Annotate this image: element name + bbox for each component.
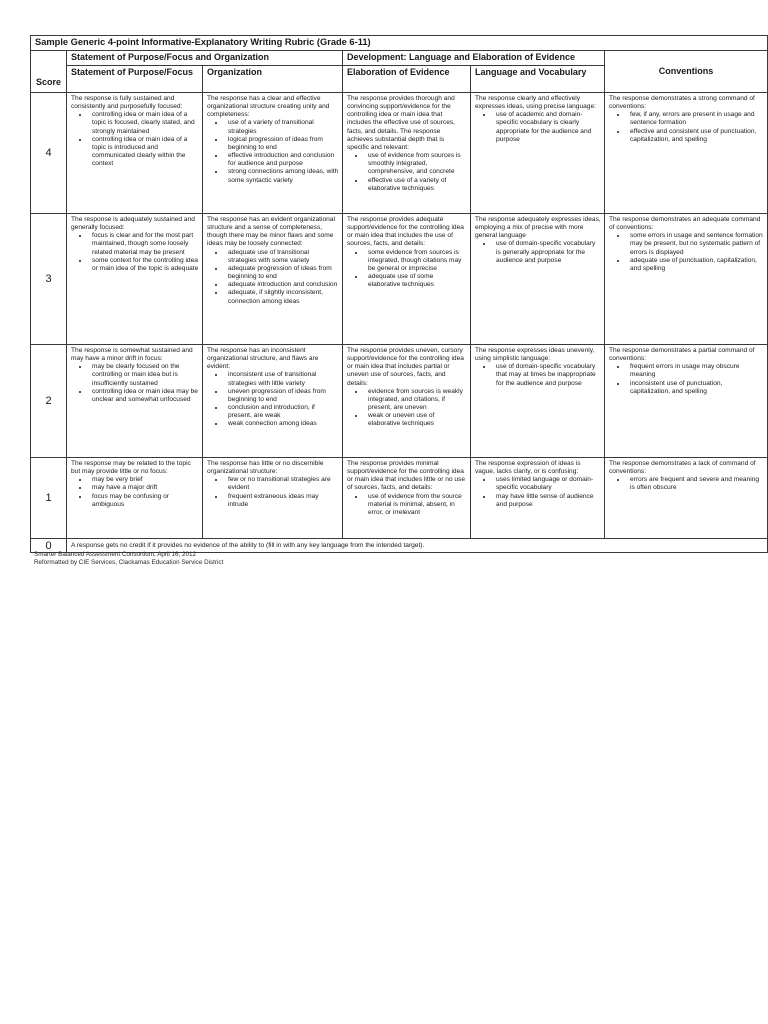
purpose-criteria-cell [67,214,203,345]
score-value: 3 [31,214,67,345]
purpose-column-header: Statement of Purpose/Focus [67,66,203,93]
criteria-bullet: • uneven progression of ideas from beginning to end [225,388,339,404]
criteria-bullet: • strong connections among ideas, with some syntactic variety [225,168,339,184]
criteria-bullet: • controlling idea or main idea of a topic is introduced and communicated clearly within the context [89,136,199,169]
conventions-column-header: Conventions [605,51,768,93]
elaboration-criteria-list [347,388,467,429]
document-title: Sample Generic 4-point Informative-Explanatory Writing Rubric (Grade 6-11) [31,36,768,51]
elaboration-criteria-list [347,249,467,290]
purpose-criteria-intro: The response is adequately sustained and generally focused: [71,216,195,232]
criteria-bullet: • use of domain-specific vocabulary is generally appropriate for the audience and purpose [493,240,601,264]
criteria-bullet: • effective use of a variety of elaborative techniques [365,177,467,193]
language-criteria-intro: The response adequately expresses ideas, employing a mix of precise with more general language [475,216,601,240]
criteria-bullet: • conclusion and introduction, if present, are weak [225,404,339,420]
organization-criteria-intro: The response has an inconsistent organizational structure, and flaws are evident: [207,347,319,371]
criteria-bullet: • may be very brief [89,476,199,484]
organization-criteria-intro: The response has a clear and effective organizational structure creating unity and completeness: [207,95,330,119]
title-row [31,36,768,51]
conventions-criteria-list [609,111,764,144]
rubric-table [30,35,768,553]
criteria-bullet: • effective introduction and conclusion for audience and purpose [225,152,339,168]
criteria-bullet: • use of a variety of transitional strategies [225,119,339,135]
organization-criteria-cell [203,214,343,345]
evidence-language-group-header: Development: Language and Elaboration of Evidence [343,51,605,66]
criteria-bullet: • some context for the controlling idea or main idea of the topic is adequate [89,257,199,273]
criteria-bullet: • may have little sense of audience and purpose [493,493,601,509]
conventions-criteria-intro: The response demonstrates an adequate command of conventions: [609,216,761,232]
criteria-bullet: • inconsistent use of punctuation, capitalization, and spelling [627,380,764,396]
elaboration-criteria-intro: The response provides thorough and convincing support/evidence for the controlling idea or main idea that includes the effective use of sources, facts, and details. The response achieves substantial depth that is specific and relevant: [347,95,456,151]
organization-criteria-intro: The response has an evident organizational structure and a sense of completeness, though there may be minor flaws and some ideas may be loosely connected: [207,216,335,248]
criteria-bullet: • adequate introduction and conclusion [225,281,339,289]
elaboration-criteria-intro: The response provides minimal support/evidence for the controlling idea or main idea that includes little or no use of sources, facts, and details: [347,460,466,492]
purpose-criteria-cell [67,458,203,539]
score-row [31,214,768,345]
purpose-criteria-intro: The response is somewhat sustained and may have a minor drift in focus: [71,347,193,363]
language-criteria-cell [471,458,605,539]
elaboration-criteria-cell [343,345,471,458]
criteria-bullet: • use of domain-specific vocabulary that may at times be inappropriate for the audience and purpose [493,363,601,387]
criteria-bullet: • adequate, if slightly inconsistent, connection among ideas [225,289,339,305]
score-row [31,93,768,214]
criteria-bullet: • focus is clear and for the most part maintained, though some loosely related material may be present [89,232,199,256]
language-criteria-intro: The response clearly and effectively expresses ideas, using precise language: [475,95,596,111]
conventions-criteria-intro: The response demonstrates a lack of command of conventions: [609,460,756,476]
criteria-bullet: • inconsistent use of transitional strategies with little variety [225,371,339,387]
conventions-criteria-cell [605,214,768,345]
criteria-bullet: • controlling idea or main idea of a topic is focused, clearly stated, and strongly maintained [89,111,199,135]
purpose-criteria-cell [67,345,203,458]
criteria-bullet: • few or no transitional strategies are evident [225,476,339,492]
purpose-criteria-intro: The response may be related to the topic but may provide little or no focus: [71,460,191,476]
elaboration-criteria-cell [343,458,471,539]
conventions-criteria-list [609,476,764,492]
criteria-bullet: • frequent extraneous ideas may intrude [225,493,339,509]
footnotes [34,551,223,566]
elaboration-criteria-intro: The response provides adequate support/evidence for the controlling idea or main idea that includes the use of sources, facts, and details: [347,216,464,248]
organization-criteria-list [207,476,339,509]
purpose-criteria-list [71,363,199,404]
elaboration-criteria-list [347,493,467,517]
organization-criteria-list [207,371,339,428]
zero-score-description: A response gets no credit if it provides no evidence of the ability to (fill in with any key language from the intended target). [67,539,768,553]
language-criteria-cell [471,345,605,458]
organization-criteria-cell [203,93,343,214]
criteria-bullet: • adequate progression of ideas from beginning to end [225,265,339,281]
score-row [31,458,768,539]
conventions-criteria-intro: The response demonstrates a strong command of conventions: [609,95,755,111]
criteria-bullet: • some evidence from sources is integrated, though citations may be general or imprecise [365,249,467,273]
organization-criteria-list [207,249,339,306]
language-criteria-list [475,476,601,509]
criteria-bullet: • weak connection among ideas [225,420,339,428]
elaboration-column-header: Elaboration of Evidence [343,66,471,93]
language-criteria-list [475,363,601,387]
criteria-bullet: • focus may be confusing or ambiguous [89,493,199,509]
purpose-organization-group-header: Statement of Purpose/Focus and Organization [67,51,343,66]
criteria-bullet: • errors are frequent and severe and meaning is often obscure [627,476,764,492]
criteria-bullet: • adequate use of some elaborative techniques [365,273,467,289]
organization-criteria-cell [203,345,343,458]
criteria-bullet: • adequate use of punctuation, capitalization, and spelling [627,257,764,273]
criteria-bullet: • may be clearly focused on the controlling or main idea but is insufficiently sustained [89,363,199,387]
criteria-bullet: • controlling idea or main idea may be unclear and somewhat unfocused [89,388,199,404]
purpose-criteria-list [71,476,199,509]
elaboration-criteria-intro: The response provides uneven, cursory support/evidence for the controlling idea or main idea that includes partial or uneven use of sources, facts, and details: [347,347,464,387]
criteria-bullet: • adequate use of transitional strategies with some variety [225,249,339,265]
criteria-bullet: • evidence from sources is weakly integrated, and citations, if present, are uneven [365,388,467,412]
reformat-note: Reformatted by CIE Services, Clackamas Education Service District [34,558,224,566]
conventions-criteria-list [609,363,764,396]
criteria-bullet: • may have a major drift [89,484,199,492]
score-value: 1 [31,458,67,539]
score-column-header: Score [31,51,67,93]
conventions-criteria-list [609,232,764,273]
zero-score-value: 0 [31,539,67,553]
criteria-bullet: • logical progression of ideas from beginning to end [225,136,339,152]
purpose-criteria-list [71,111,199,168]
score-value: 4 [31,93,67,214]
language-criteria-list [475,111,601,144]
criteria-bullet: • frequent errors in usage may obscure meaning [627,363,764,379]
conventions-criteria-cell [605,345,768,458]
language-criteria-intro: The response expresses ideas unevenly, using simplistic language: [475,347,595,363]
criteria-bullet: • some errors in usage and sentence formation may be present, but no systematic pattern of errors is displayed [627,232,764,256]
score-value: 2 [31,345,67,458]
criteria-bullet: • use of evidence from the source material is minimal, absent, in error, or irrelevant [365,493,467,517]
elaboration-criteria-cell [343,214,471,345]
criteria-bullet: • use of academic and domain-specific vocabulary is clearly appropriate for the audience and purpose [493,111,601,144]
organization-column-header: Organization [203,66,343,93]
score-row [31,345,768,458]
elaboration-criteria-cell [343,93,471,214]
criteria-bullet: • effective and consistent use of punctuation, capitalization, and spelling [627,128,764,144]
organization-criteria-intro: The response has little or no discernible organizational structure: [207,460,324,476]
language-column-header: Language and Vocabulary [471,66,605,93]
purpose-criteria-cell [67,93,203,214]
conventions-criteria-cell [605,93,768,214]
purpose-criteria-intro: The response is fully sustained and consistently and purposefully focused: [71,95,183,111]
criteria-bullet: • weak or uneven use of elaborative techniques [365,412,467,428]
elaboration-criteria-list [347,152,467,193]
conventions-criteria-intro: The response demonstrates a partial command of conventions: [609,347,755,363]
language-criteria-cell [471,93,605,214]
language-criteria-cell [471,214,605,345]
organization-criteria-cell [203,458,343,539]
conventions-criteria-cell [605,458,768,539]
score-rows [31,93,768,539]
criteria-bullet: • few, if any, errors are present in usage and sentence formation [627,111,764,127]
language-criteria-intro: The response expression of ideas is vague, lacks clarity, or is confusing: [475,460,581,476]
source-note: Smarter Balanced Assessment Consortium, April 16, 2012 [34,551,197,558]
criteria-bullet: • use of evidence from sources is smoothly integrated, comprehensive, and concrete [365,152,467,176]
purpose-criteria-list [71,232,199,273]
organization-criteria-list [207,119,339,184]
language-criteria-list [475,240,601,264]
criteria-bullet: • uses limited language or domain-specific vocabulary [493,476,601,492]
group-header-row [31,51,768,66]
